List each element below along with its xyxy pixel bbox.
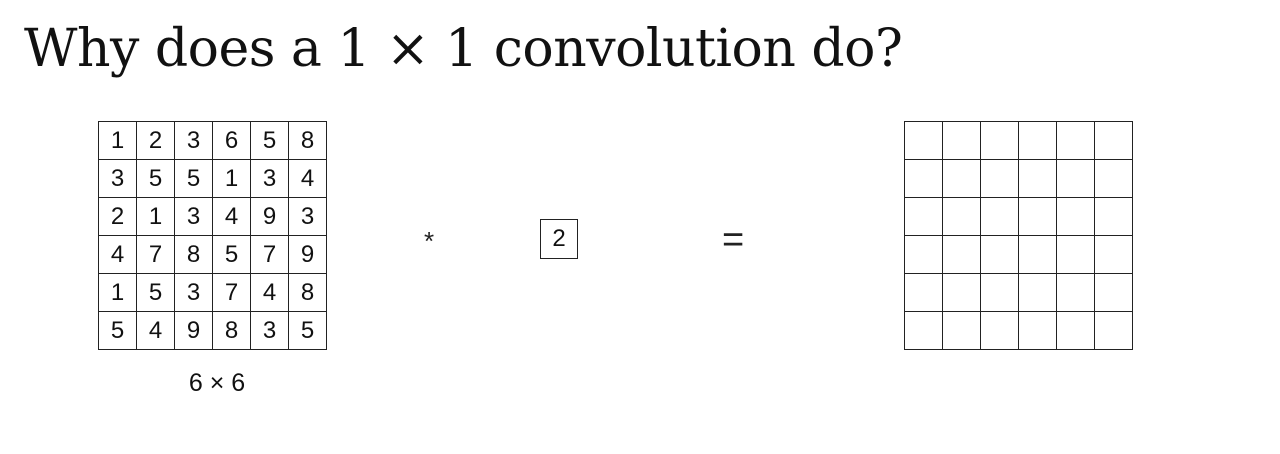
input-matrix-cell: 4	[99, 236, 137, 274]
input-matrix-cell: 3	[289, 198, 327, 236]
input-matrix-cell: 3	[99, 160, 137, 198]
output-matrix-cell	[905, 236, 943, 274]
output-matrix-cell	[1057, 312, 1095, 350]
input-matrix-cell: 1	[137, 198, 175, 236]
input-matrix-cell: 4	[289, 160, 327, 198]
input-matrix-cell: 6	[213, 122, 251, 160]
output-matrix-cell	[1019, 122, 1057, 160]
output-matrix-row	[905, 160, 1133, 198]
output-matrix-cell	[1019, 198, 1057, 236]
input-matrix-cell: 5	[137, 274, 175, 312]
input-matrix-cell: 8	[175, 236, 213, 274]
input-matrix-cell: 9	[289, 236, 327, 274]
input-matrix-cell: 3	[175, 274, 213, 312]
input-matrix-cell: 5	[251, 122, 289, 160]
input-matrix-cell: 7	[137, 236, 175, 274]
output-matrix-cell	[1095, 274, 1133, 312]
output-matrix-cell	[1095, 122, 1133, 160]
output-matrix-cell	[905, 274, 943, 312]
output-matrix-cell	[905, 160, 943, 198]
output-matrix-cell	[981, 236, 1019, 274]
output-matrix-cell	[1019, 236, 1057, 274]
input-matrix-row	[99, 198, 327, 236]
input-matrix-cell: 3	[175, 198, 213, 236]
input-matrix-cell: 9	[251, 198, 289, 236]
output-matrix-cell	[1057, 236, 1095, 274]
input-matrix-cell: 5	[213, 236, 251, 274]
input-matrix-cell: 1	[99, 122, 137, 160]
input-matrix-cell: 2	[137, 122, 175, 160]
output-matrix-cell	[981, 274, 1019, 312]
output-matrix-cell	[981, 312, 1019, 350]
input-matrix-row	[99, 312, 327, 350]
output-matrix-cell	[1057, 160, 1095, 198]
output-matrix-row	[905, 274, 1133, 312]
input-matrix-cell: 5	[137, 160, 175, 198]
input-matrix-row	[99, 122, 327, 160]
output-matrix-cell	[1019, 160, 1057, 198]
equals-sign: =	[722, 219, 745, 261]
input-matrix-cell: 2	[99, 198, 137, 236]
input-matrix-row	[99, 274, 327, 312]
input-matrix	[98, 121, 327, 350]
output-matrix-cell	[1057, 122, 1095, 160]
output-matrix-cell	[943, 312, 981, 350]
output-matrix-row	[905, 122, 1133, 160]
input-matrix-cell: 7	[251, 236, 289, 274]
output-matrix-row	[905, 198, 1133, 236]
output-matrix-cell	[981, 122, 1019, 160]
output-matrix-cell	[1019, 312, 1057, 350]
output-matrix-cell	[943, 160, 981, 198]
output-matrix-cell	[981, 198, 1019, 236]
output-matrix-cell	[1095, 236, 1133, 274]
slide-title: Why does a 1 × 1 convolution do?	[24, 19, 903, 79]
input-matrix-cell: 8	[213, 312, 251, 350]
input-matrix-cell: 3	[175, 122, 213, 160]
output-matrix-cell	[1095, 160, 1133, 198]
output-matrix-cell	[905, 122, 943, 160]
output-matrix-cell	[981, 160, 1019, 198]
input-matrix-cell: 4	[251, 274, 289, 312]
output-matrix-cell	[943, 122, 981, 160]
output-matrix-row	[905, 312, 1133, 350]
output-matrix-row	[905, 236, 1133, 274]
input-matrix-cell: 4	[137, 312, 175, 350]
input-matrix-cell: 5	[289, 312, 327, 350]
input-matrix-cell: 5	[99, 312, 137, 350]
output-matrix	[904, 121, 1133, 350]
convolution-operator: *	[424, 226, 435, 256]
output-matrix-cell	[905, 198, 943, 236]
filter-1x1: 2	[540, 219, 578, 259]
input-matrix-row	[99, 236, 327, 274]
input-matrix-cell: 8	[289, 122, 327, 160]
output-matrix-cell	[905, 312, 943, 350]
input-matrix-cell: 8	[289, 274, 327, 312]
output-matrix-cell	[1019, 274, 1057, 312]
input-matrix-cell: 4	[213, 198, 251, 236]
input-matrix-cell: 7	[213, 274, 251, 312]
output-matrix-cell	[943, 198, 981, 236]
output-matrix-cell	[1095, 198, 1133, 236]
input-matrix-cell: 1	[213, 160, 251, 198]
input-matrix-cell: 3	[251, 312, 289, 350]
input-matrix-cell: 1	[99, 274, 137, 312]
output-matrix-cell	[1057, 198, 1095, 236]
input-matrix-cell: 9	[175, 312, 213, 350]
output-matrix-cell	[1095, 312, 1133, 350]
output-matrix-cell	[943, 236, 981, 274]
output-matrix-cell	[1057, 274, 1095, 312]
input-dimension-label: 6 × 6	[188, 369, 246, 397]
input-matrix-cell: 3	[251, 160, 289, 198]
input-matrix-cell: 5	[175, 160, 213, 198]
input-matrix-row	[99, 160, 327, 198]
output-matrix-cell	[943, 274, 981, 312]
